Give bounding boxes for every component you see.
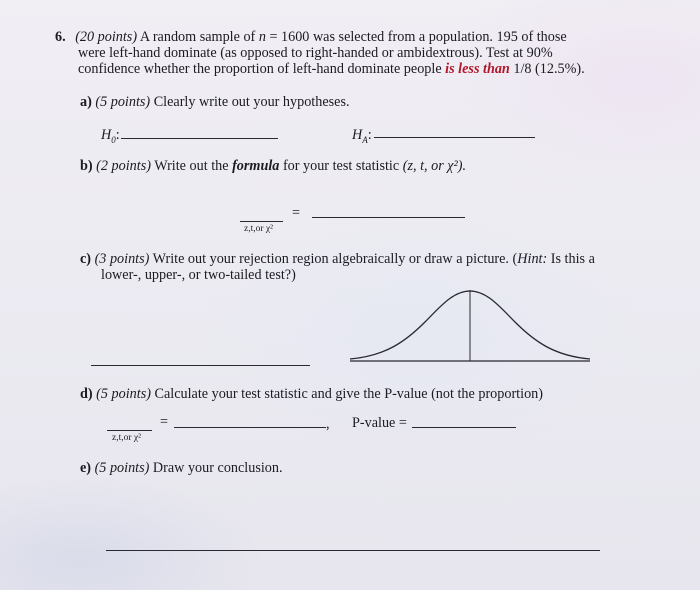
part-c-hint: Hint:	[517, 251, 548, 267]
null-hypothesis-answer-line[interactable]	[121, 138, 278, 139]
part-a-text: Clearly write out your hypotheses.	[150, 94, 350, 110]
part-b-points: (2 points)	[96, 158, 151, 174]
test-stat-comma: ,	[326, 416, 330, 432]
part-b-text-a: Write out the	[150, 158, 233, 174]
n-variable: n	[258, 29, 266, 45]
question-text-3b: 1/8 (12.5%).	[509, 61, 585, 77]
part-d-label: d)	[80, 386, 93, 402]
part-a-prompt	[80, 94, 350, 110]
part-d-text: Calculate your test statistic and give the P-value (not the proportion)	[150, 386, 543, 402]
part-b-emphasis: formula	[232, 158, 280, 174]
part-b-label: b)	[80, 158, 93, 174]
h0-subscript: 0	[111, 134, 116, 145]
part-b-symbols: (z, t, or χ²).	[402, 158, 467, 174]
part-b-text-b: for your test statistic	[279, 158, 403, 174]
question-number: 6.	[55, 29, 66, 45]
part-c-label: c)	[80, 251, 92, 267]
part-d-points: (5 points)	[96, 386, 151, 402]
formula-stat-blank[interactable]	[240, 221, 283, 222]
ha-subscript: A	[362, 134, 368, 145]
test-stat-blank[interactable]	[107, 430, 152, 431]
part-d-prompt	[80, 386, 543, 402]
ha-letter: H	[352, 127, 363, 143]
question-line-2: were left-hand dominate (as opposed to right-handed or ambidextrous). Test at 90%	[78, 45, 553, 61]
part-c-prompt-line-2: lower-, upper-, or two-tailed test?)	[101, 267, 296, 283]
null-hypothesis-label	[101, 127, 120, 148]
h0-letter: H	[101, 127, 112, 143]
alt-hypothesis-label	[352, 127, 372, 148]
part-e-points: (5 points)	[94, 460, 150, 476]
test-stat-equals: =	[160, 414, 169, 430]
part-e-text: Draw your conclusion.	[149, 460, 283, 476]
normal-curve-figure[interactable]	[345, 282, 595, 368]
part-e-label: e)	[80, 460, 92, 476]
alt-hypothesis-answer-line[interactable]	[374, 137, 535, 138]
part-c-prompt	[80, 251, 595, 267]
part-e-prompt	[80, 460, 283, 476]
emphasis-less-than: is less than	[445, 61, 510, 77]
formula-stat-caption: z,t,or χ²	[244, 224, 273, 234]
formula-answer-line[interactable]	[312, 217, 465, 218]
ha-colon: :	[367, 127, 372, 143]
p-value-label: P-value =	[352, 415, 407, 431]
p-value-answer-line[interactable]	[412, 427, 516, 428]
part-a-points: (5 points)	[95, 94, 151, 110]
part-a-label: a)	[80, 94, 92, 110]
part-c-text-a: Write out your rejection region algebraically or draw a picture. (	[149, 251, 518, 267]
question-points: (20 points)	[75, 29, 138, 45]
test-stat-caption: z,t,or χ²	[112, 433, 141, 443]
formula-equals: =	[292, 205, 301, 221]
question-text-1b: = 1600 was selected from a population. 195 of those	[265, 29, 567, 45]
question-line-3	[78, 61, 585, 77]
h0-colon: :	[115, 127, 120, 143]
part-b-prompt	[80, 158, 466, 174]
conclusion-answer-line[interactable]	[106, 550, 600, 551]
question-text-1a: A random sample of	[137, 29, 259, 45]
rejection-region-answer-line[interactable]	[91, 365, 310, 366]
part-c-text-b: Is this a	[547, 251, 595, 267]
part-c-points: (3 points)	[94, 251, 150, 267]
question-line-1	[55, 29, 567, 45]
question-text-3a: confidence whether the proportion of left-hand dominate people	[78, 61, 446, 77]
test-stat-answer-line[interactable]	[174, 427, 326, 428]
